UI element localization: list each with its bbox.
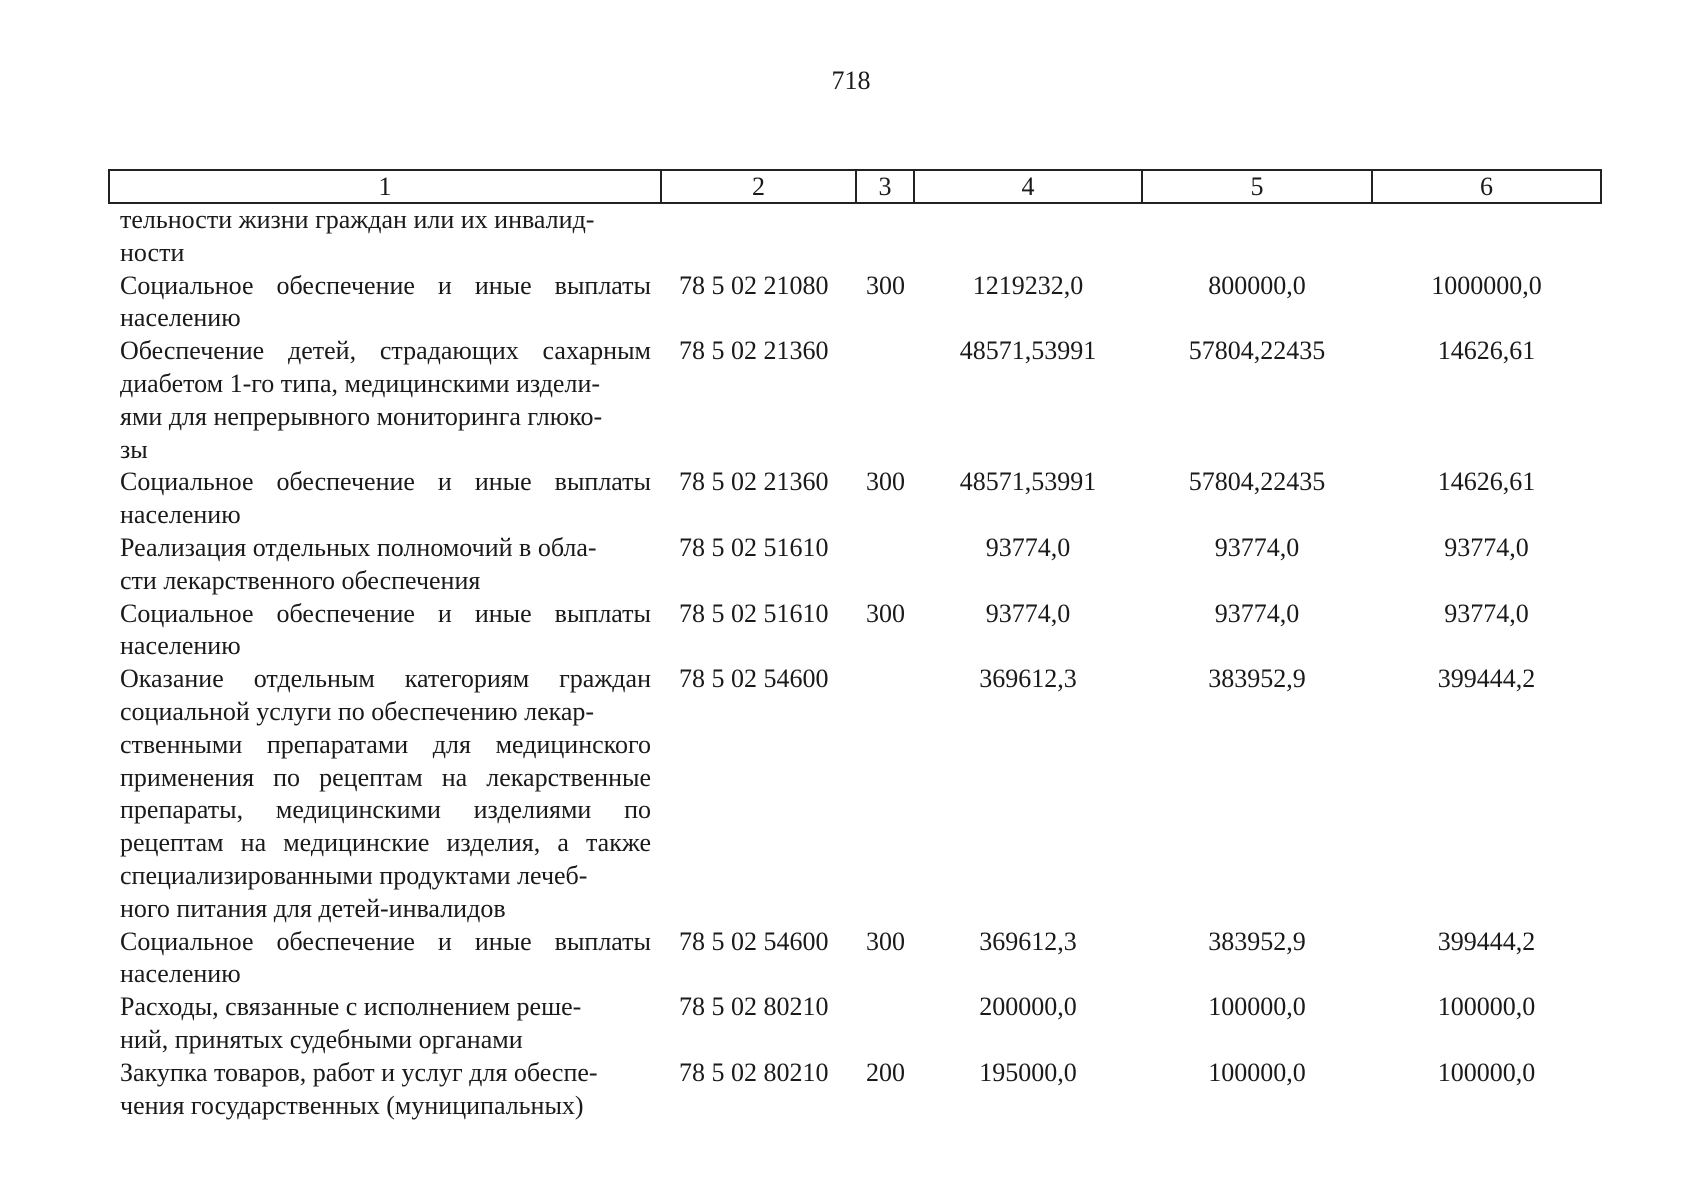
row-value-col-4: 1219232,0 (972, 270, 1084, 300)
row-code: 78 5 02 21360 (679, 467, 829, 497)
row-value-col-6: 93774,0 (1444, 532, 1529, 562)
row-name: Социальное обеспечение и иные выплаты населению (120, 598, 651, 661)
row-value-col-5: 383952,9 (1208, 926, 1306, 956)
table-row (109, 926, 1601, 992)
row-name: Социальное обеспечение и иные выплаты населению (120, 270, 651, 333)
row-name: Расходы, связанные с исполнением реше- ний, принятых судебными органами (120, 992, 582, 1054)
row-value-col-6 (1372, 203, 1601, 270)
row-value-col-4: 48571,53991 (959, 467, 1097, 497)
header-col-2: 2 (661, 170, 856, 203)
table-row (109, 663, 1601, 925)
table-row (109, 270, 1601, 336)
table-row (109, 532, 1601, 598)
row-name: тельности жизни граждан или их инвалид- ности (120, 205, 595, 267)
table-row (109, 1057, 1601, 1123)
row-value-col-6: 1000000,0 (1431, 270, 1542, 300)
header-col-5: 5 (1142, 170, 1372, 203)
row-expense-type (856, 532, 914, 598)
table-row (109, 598, 1601, 664)
row-expense-type: 300 (866, 270, 905, 300)
row-value-col-5: 800000,0 (1208, 270, 1306, 300)
row-value-col-5: 57804,22435 (1188, 467, 1326, 497)
row-expense-type: 300 (866, 926, 905, 956)
budget-table (108, 169, 1602, 1122)
row-code: 78 5 02 54600 (679, 926, 829, 956)
row-name: Закупка товаров, работ и услуг для обеспе- чения государственных (муниципальных) (120, 1057, 598, 1120)
row-value-col-6: 399444,2 (1437, 926, 1536, 956)
row-expense-type (856, 335, 914, 466)
row-code: 78 5 02 51610 (679, 532, 829, 562)
header-col-4: 4 (914, 170, 1142, 203)
row-expense-type: 300 (866, 598, 905, 628)
table-row (109, 466, 1601, 532)
row-value-col-5: 100000,0 (1208, 992, 1306, 1022)
row-value-col-6: 100000,0 (1437, 1057, 1536, 1087)
row-expense-type (856, 991, 914, 1057)
row-value-col-4: 200000,0 (979, 992, 1077, 1022)
row-value-col-5 (1142, 203, 1372, 270)
row-value-col-5: 57804,22435 (1188, 336, 1326, 366)
header-row (109, 170, 1601, 203)
row-value-col-4: 93774,0 (985, 598, 1071, 628)
row-name: Социальное обеспечение и иные выплаты населению (120, 926, 651, 989)
row-expense-type (856, 203, 914, 270)
row-value-col-6: 14626,61 (1437, 336, 1536, 366)
row-value-col-5: 93774,0 (1214, 532, 1300, 562)
row-value-col-4: 369612,3 (979, 926, 1077, 956)
page-number: 718 (831, 66, 871, 95)
table-row (109, 203, 1601, 270)
table-row (109, 335, 1601, 466)
row-expense-type: 300 (866, 467, 905, 497)
row-name: Социальное обеспечение и иные выплаты населению (120, 467, 651, 530)
header-col-6: 6 (1372, 170, 1601, 203)
row-name: Оказание отдельным категориям граждан социальной услуги по обеспечению лекар- ственными препаратами для медицинского применения по рецептам на лекарственные препараты, медицинскими изделиями по рецептам на медицинские изделия, а также специализированными продуктами лечеб- ного питания для детей-инвалидов (120, 664, 651, 923)
row-value-col-4: 369612,3 (979, 664, 1077, 694)
row-expense-type (856, 663, 914, 925)
row-code: 78 5 02 51610 (679, 598, 829, 628)
row-value-col-6: 399444,2 (1437, 664, 1536, 694)
header-col-1: 1 (109, 170, 661, 203)
header-col-3: 3 (856, 170, 914, 203)
row-value-col-6: 100000,0 (1437, 992, 1536, 1022)
row-value-col-4: 93774,0 (985, 532, 1071, 562)
row-name: Обеспечение детей, страдающих сахарным диабетом 1-го типа, медицинскими издели- ями для непрерывного мониторинга глюко- зы (120, 336, 651, 464)
row-code: 78 5 02 54600 (679, 664, 829, 694)
row-value-col-4 (914, 203, 1142, 270)
row-value-col-6: 93774,0 (1444, 598, 1529, 628)
row-code: 78 5 02 80210 (679, 992, 829, 1022)
row-code (661, 203, 856, 270)
row-code: 78 5 02 21080 (679, 270, 829, 300)
row-value-col-6: 14626,61 (1437, 467, 1536, 497)
table-header (109, 170, 1601, 203)
row-value-col-5: 383952,9 (1208, 664, 1306, 694)
table-body (109, 203, 1601, 1122)
row-value-col-5: 100000,0 (1208, 1057, 1306, 1087)
row-expense-type: 200 (866, 1057, 905, 1087)
row-name: Реализация отдельных полномочий в обла- сти лекарственного обеспечения (120, 532, 597, 595)
row-code: 78 5 02 80210 (679, 1057, 829, 1087)
row-code: 78 5 02 21360 (679, 336, 829, 366)
row-value-col-5: 93774,0 (1214, 598, 1300, 628)
row-value-col-4: 48571,53991 (959, 336, 1097, 366)
table-row (109, 991, 1601, 1057)
row-value-col-4: 195000,0 (979, 1057, 1077, 1087)
